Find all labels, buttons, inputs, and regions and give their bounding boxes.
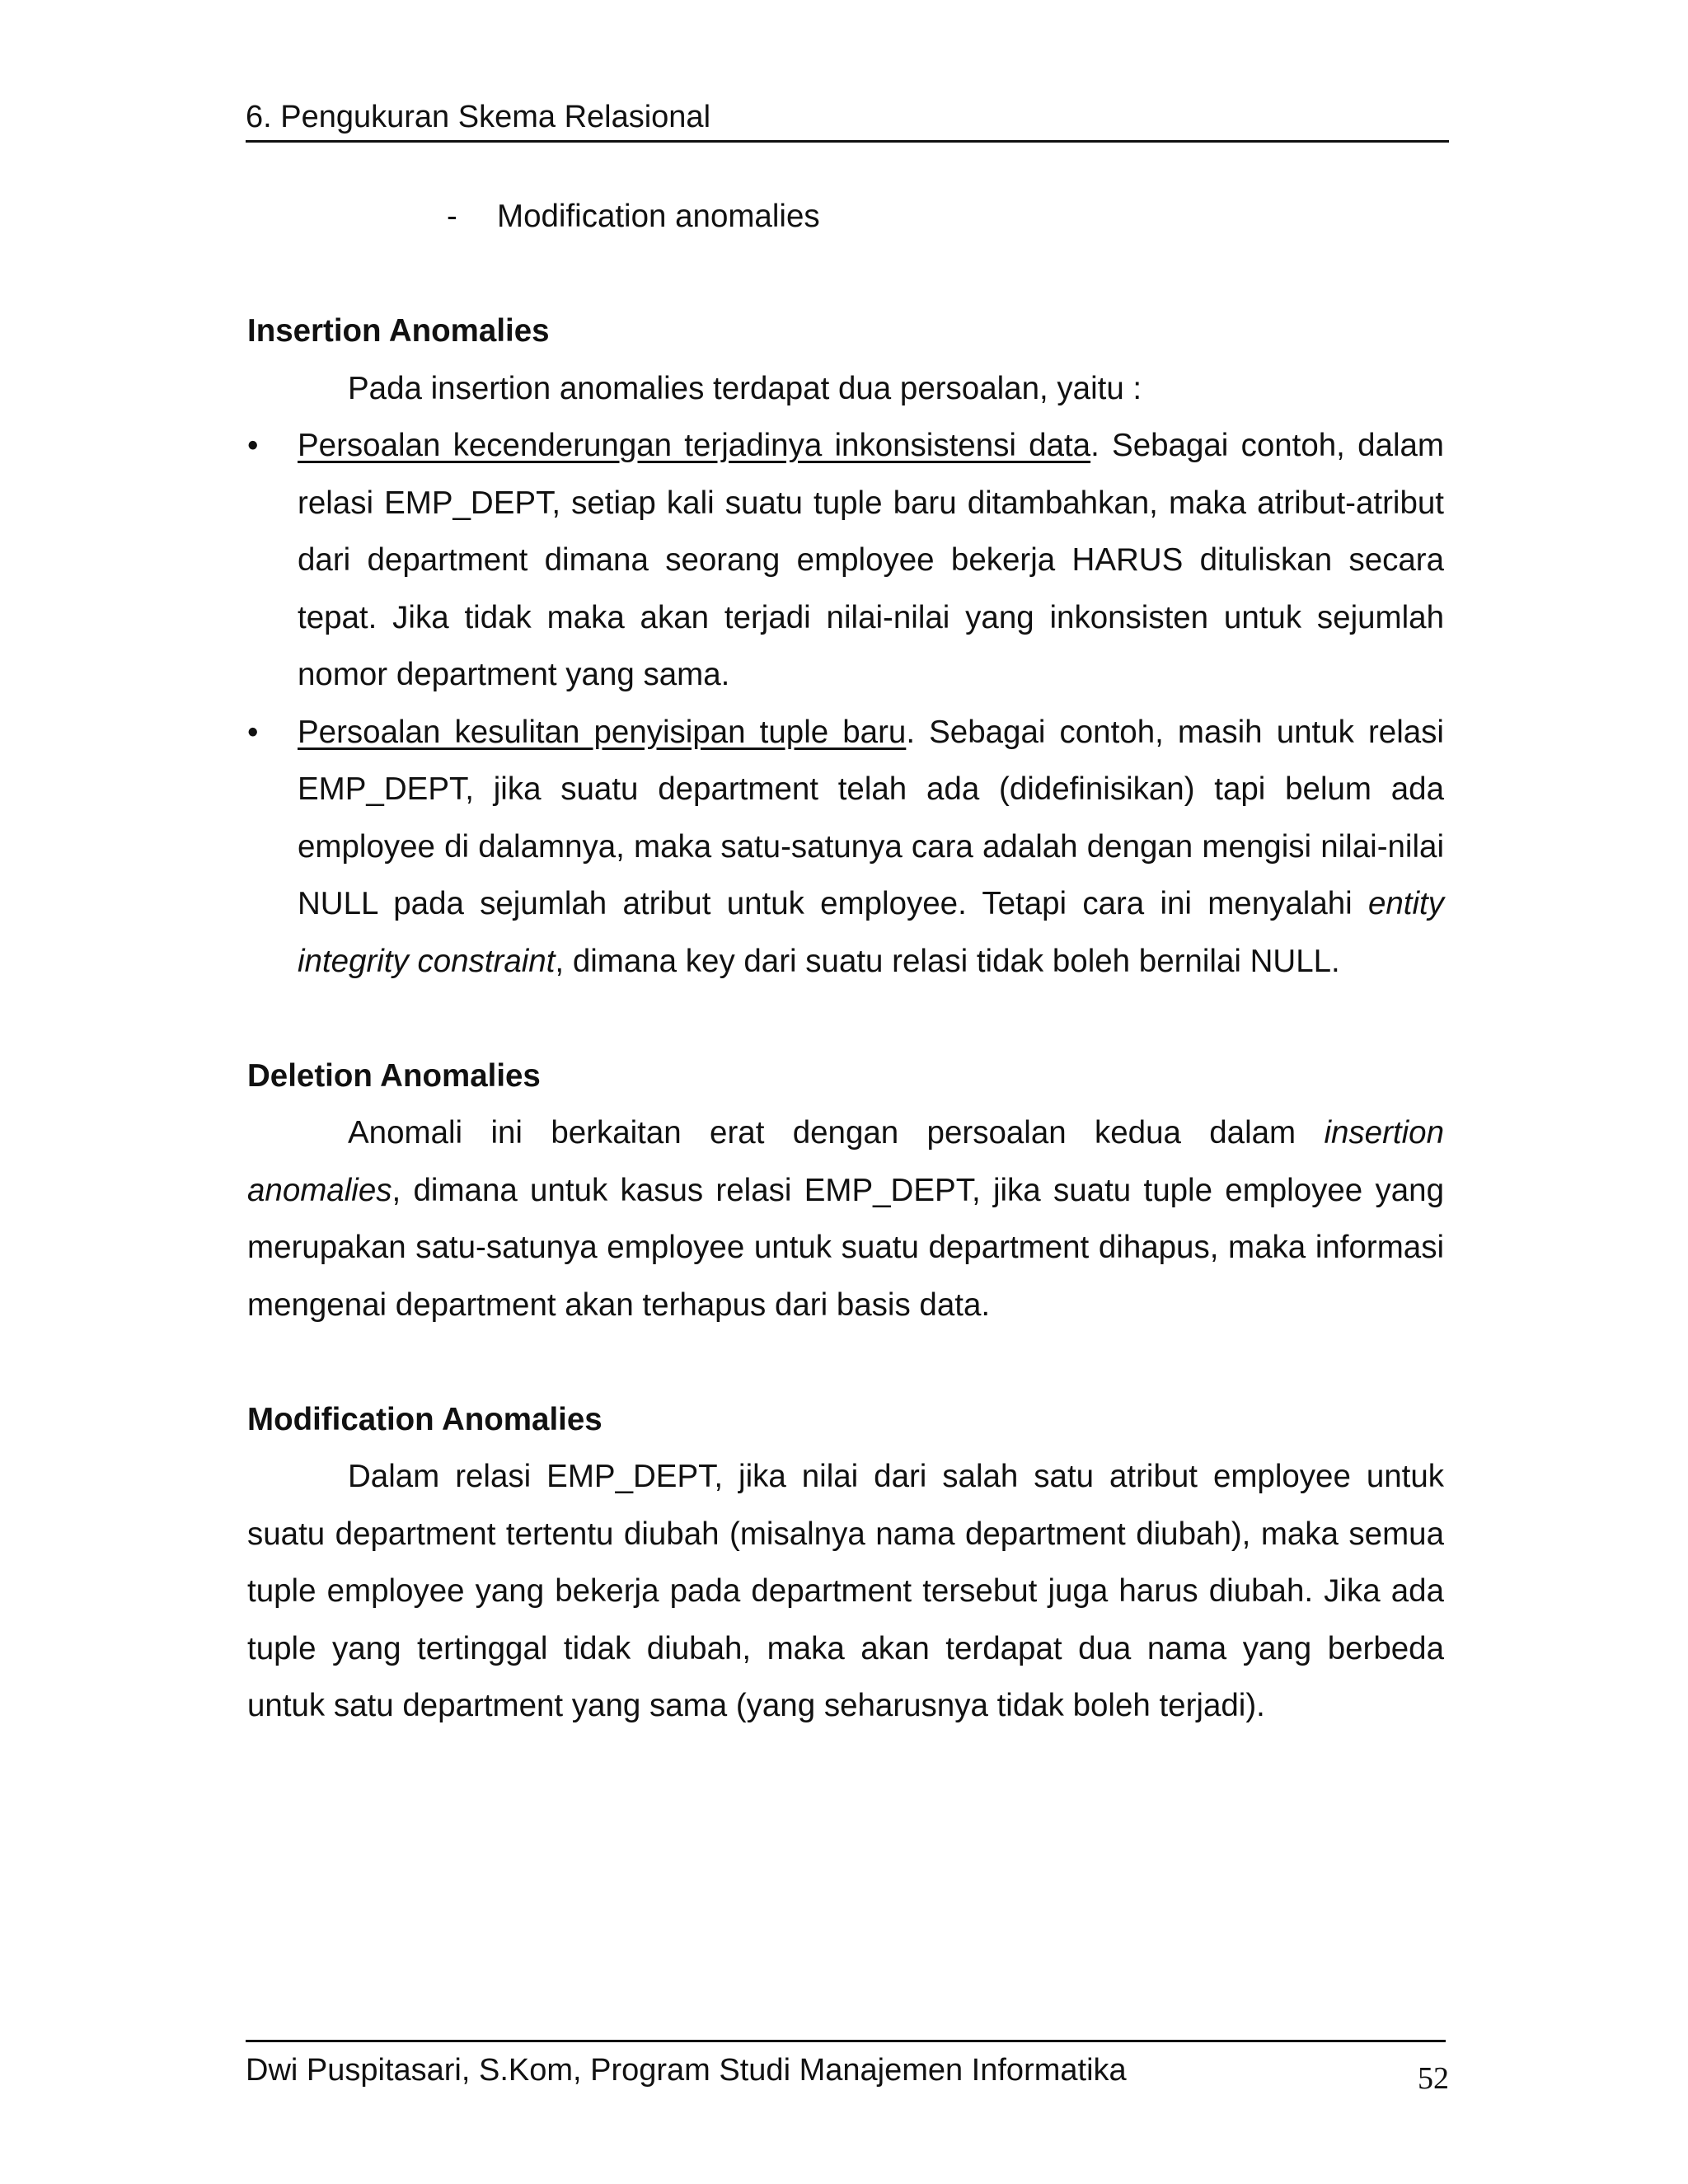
heading-deletion-anomalies: Deletion Anomalies (247, 1057, 541, 1094)
footer-rule (246, 2040, 1446, 2042)
section-modification-anomalies (247, 1391, 1444, 1735)
modification-paragraph: Dalam relasi EMP_DEPT, jika nilai dari salah satu atribut employee untuk suatu department tertentu diubah (misalnya nama department diubah), maka semua tuple employee yang bekerja pada department tersebut juga harus diubah. Jika ada tuple yang tertinggal tidak diubah, maka akan terdapat dua nama yang berbeda untuk satu department yang sama (yang seharusnya tidak boleh terjadi). (247, 1459, 1444, 1723)
section-deletion-anomalies (247, 1047, 1444, 1334)
bullet-marker: • (247, 714, 259, 750)
list-item-title: Persoalan kesulitan penyisipan tuple baru (298, 714, 907, 750)
dash-list-item-text: Modification anomalies (497, 199, 820, 234)
header-rule (246, 140, 1449, 143)
insertion-problem-list (247, 417, 1444, 990)
insertion-intro: Pada insertion anomalies terdapat dua persoalan, yaitu : (348, 370, 1142, 406)
dash-list-item (247, 188, 1444, 246)
dash-marker: - (447, 199, 457, 234)
page-body (247, 188, 1444, 1735)
bullet-marker: • (247, 428, 259, 463)
heading-insertion-anomalies: Insertion Anomalies (247, 313, 550, 349)
list-item (247, 417, 1444, 704)
list-item-text: . Sebagai contoh, dalam relasi EMP_DEPT, setiap kali suatu tuple baru ditambahkan, maka atribut-atribut dari department dimana seorang employee bekerja HARUS dituliskan secara tepat. Jika tidak maka akan terjadi nilai-nilai yang inkonsisten untuk sejumlah nomor department yang sama. (298, 428, 1444, 692)
heading-modification-anomalies: Modification Anomalies (247, 1401, 603, 1437)
deletion-text: Anomali ini berkaitan erat dengan persoalan kedua dalam (348, 1115, 1325, 1151)
page-number: 52 (1418, 2061, 1449, 2096)
deletion-emphasis: insertion anomalies (247, 1115, 1444, 1208)
footer-author: Dwi Puspitasari, S.Kom, Program Studi Manajemen Informatika (246, 2053, 1127, 2088)
deletion-paragraph (247, 1104, 1444, 1333)
spacer (247, 990, 1444, 1047)
list-item-emphasis: entity integrity constraint (298, 886, 1444, 979)
list-item-title: Persoalan kecenderungan terjadinya inkonsistensi data (298, 428, 1091, 463)
section-insertion-anomalies (247, 302, 1444, 990)
running-header: 6. Pengukuran Skema Relasional (246, 100, 711, 134)
list-item-text-after: , dimana key dari suatu relasi tidak boleh bernilai NULL. (555, 943, 1340, 979)
deletion-text-after: , dimana untuk kasus relasi EMP_DEPT, jika suatu tuple employee yang merupakan satu-satunya employee untuk suatu department dihapus, maka informasi mengenai department akan terhapus dari basis data. (247, 1172, 1444, 1323)
spacer (247, 1333, 1444, 1391)
list-item (247, 704, 1444, 991)
list-item-text: . Sebagai contoh, masih untuk relasi EMP_DEPT, jika suatu department telah ada (didefinisikan) tapi belum ada employee di dalamnya, maka satu-satunya cara adalah dengan mengisi nilai-nilai NULL pada sejumlah atribut untuk employee. Tetapi cara ini menyalahi (298, 714, 1444, 921)
